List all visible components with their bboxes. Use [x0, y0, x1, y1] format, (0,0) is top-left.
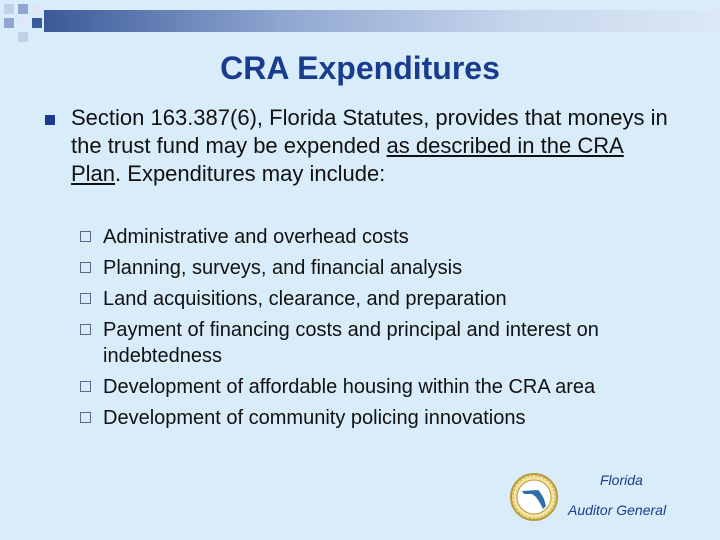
- footer-florida: Florida: [600, 472, 643, 488]
- hollow-square-bullet-icon: [80, 381, 91, 392]
- list-item-text: Development of community policing innovations: [103, 407, 526, 429]
- deco-square: [4, 4, 14, 14]
- hollow-square-bullet-icon: [80, 412, 91, 423]
- list-item-text: Administrative and overhead costs: [103, 226, 409, 248]
- florida-seal-icon: [510, 473, 558, 521]
- footer-auditor-general: Auditor General: [568, 502, 667, 518]
- deco-square: [4, 18, 14, 28]
- list-item-text: Payment of financing costs and principal and interest on indebtedness: [103, 319, 599, 367]
- deco-square: [18, 4, 28, 14]
- deco-square: [32, 4, 42, 14]
- deco-square: [18, 32, 28, 42]
- header-bar: [44, 10, 720, 32]
- hollow-square-bullet-icon: [80, 293, 91, 304]
- slide-title: CRA Expenditures: [220, 50, 500, 86]
- list-item-text: Planning, surveys, and financial analysis: [103, 257, 463, 279]
- square-bullet-icon: [45, 115, 55, 125]
- list-item: [78, 224, 698, 250]
- main-bullet-text-end: . Expenditures may include:: [115, 161, 386, 186]
- list-item: [78, 317, 698, 369]
- deco-square: [32, 18, 42, 28]
- list-item: [78, 405, 698, 431]
- main-bullet-text: [71, 104, 671, 188]
- main-bullet-text-start: Section 163.387(6), Florida Statutes, provides that moneys in the trust fund may be expended: [71, 105, 668, 158]
- main-bullet-underlined: as described in the CRA Plan: [71, 133, 624, 186]
- list-item-text: Land acquisitions, clearance, and preparation: [103, 288, 507, 310]
- hollow-square-bullet-icon: [80, 231, 91, 242]
- deco-square: [18, 18, 28, 28]
- list-item: [78, 374, 698, 400]
- hollow-square-bullet-icon: [80, 324, 91, 335]
- sub-bullet-list: [78, 224, 698, 436]
- hollow-square-bullet-icon: [80, 262, 91, 273]
- list-item-text: Development of affordable housing within the CRA area: [103, 376, 596, 398]
- list-item: [78, 286, 698, 312]
- list-item: [78, 255, 698, 281]
